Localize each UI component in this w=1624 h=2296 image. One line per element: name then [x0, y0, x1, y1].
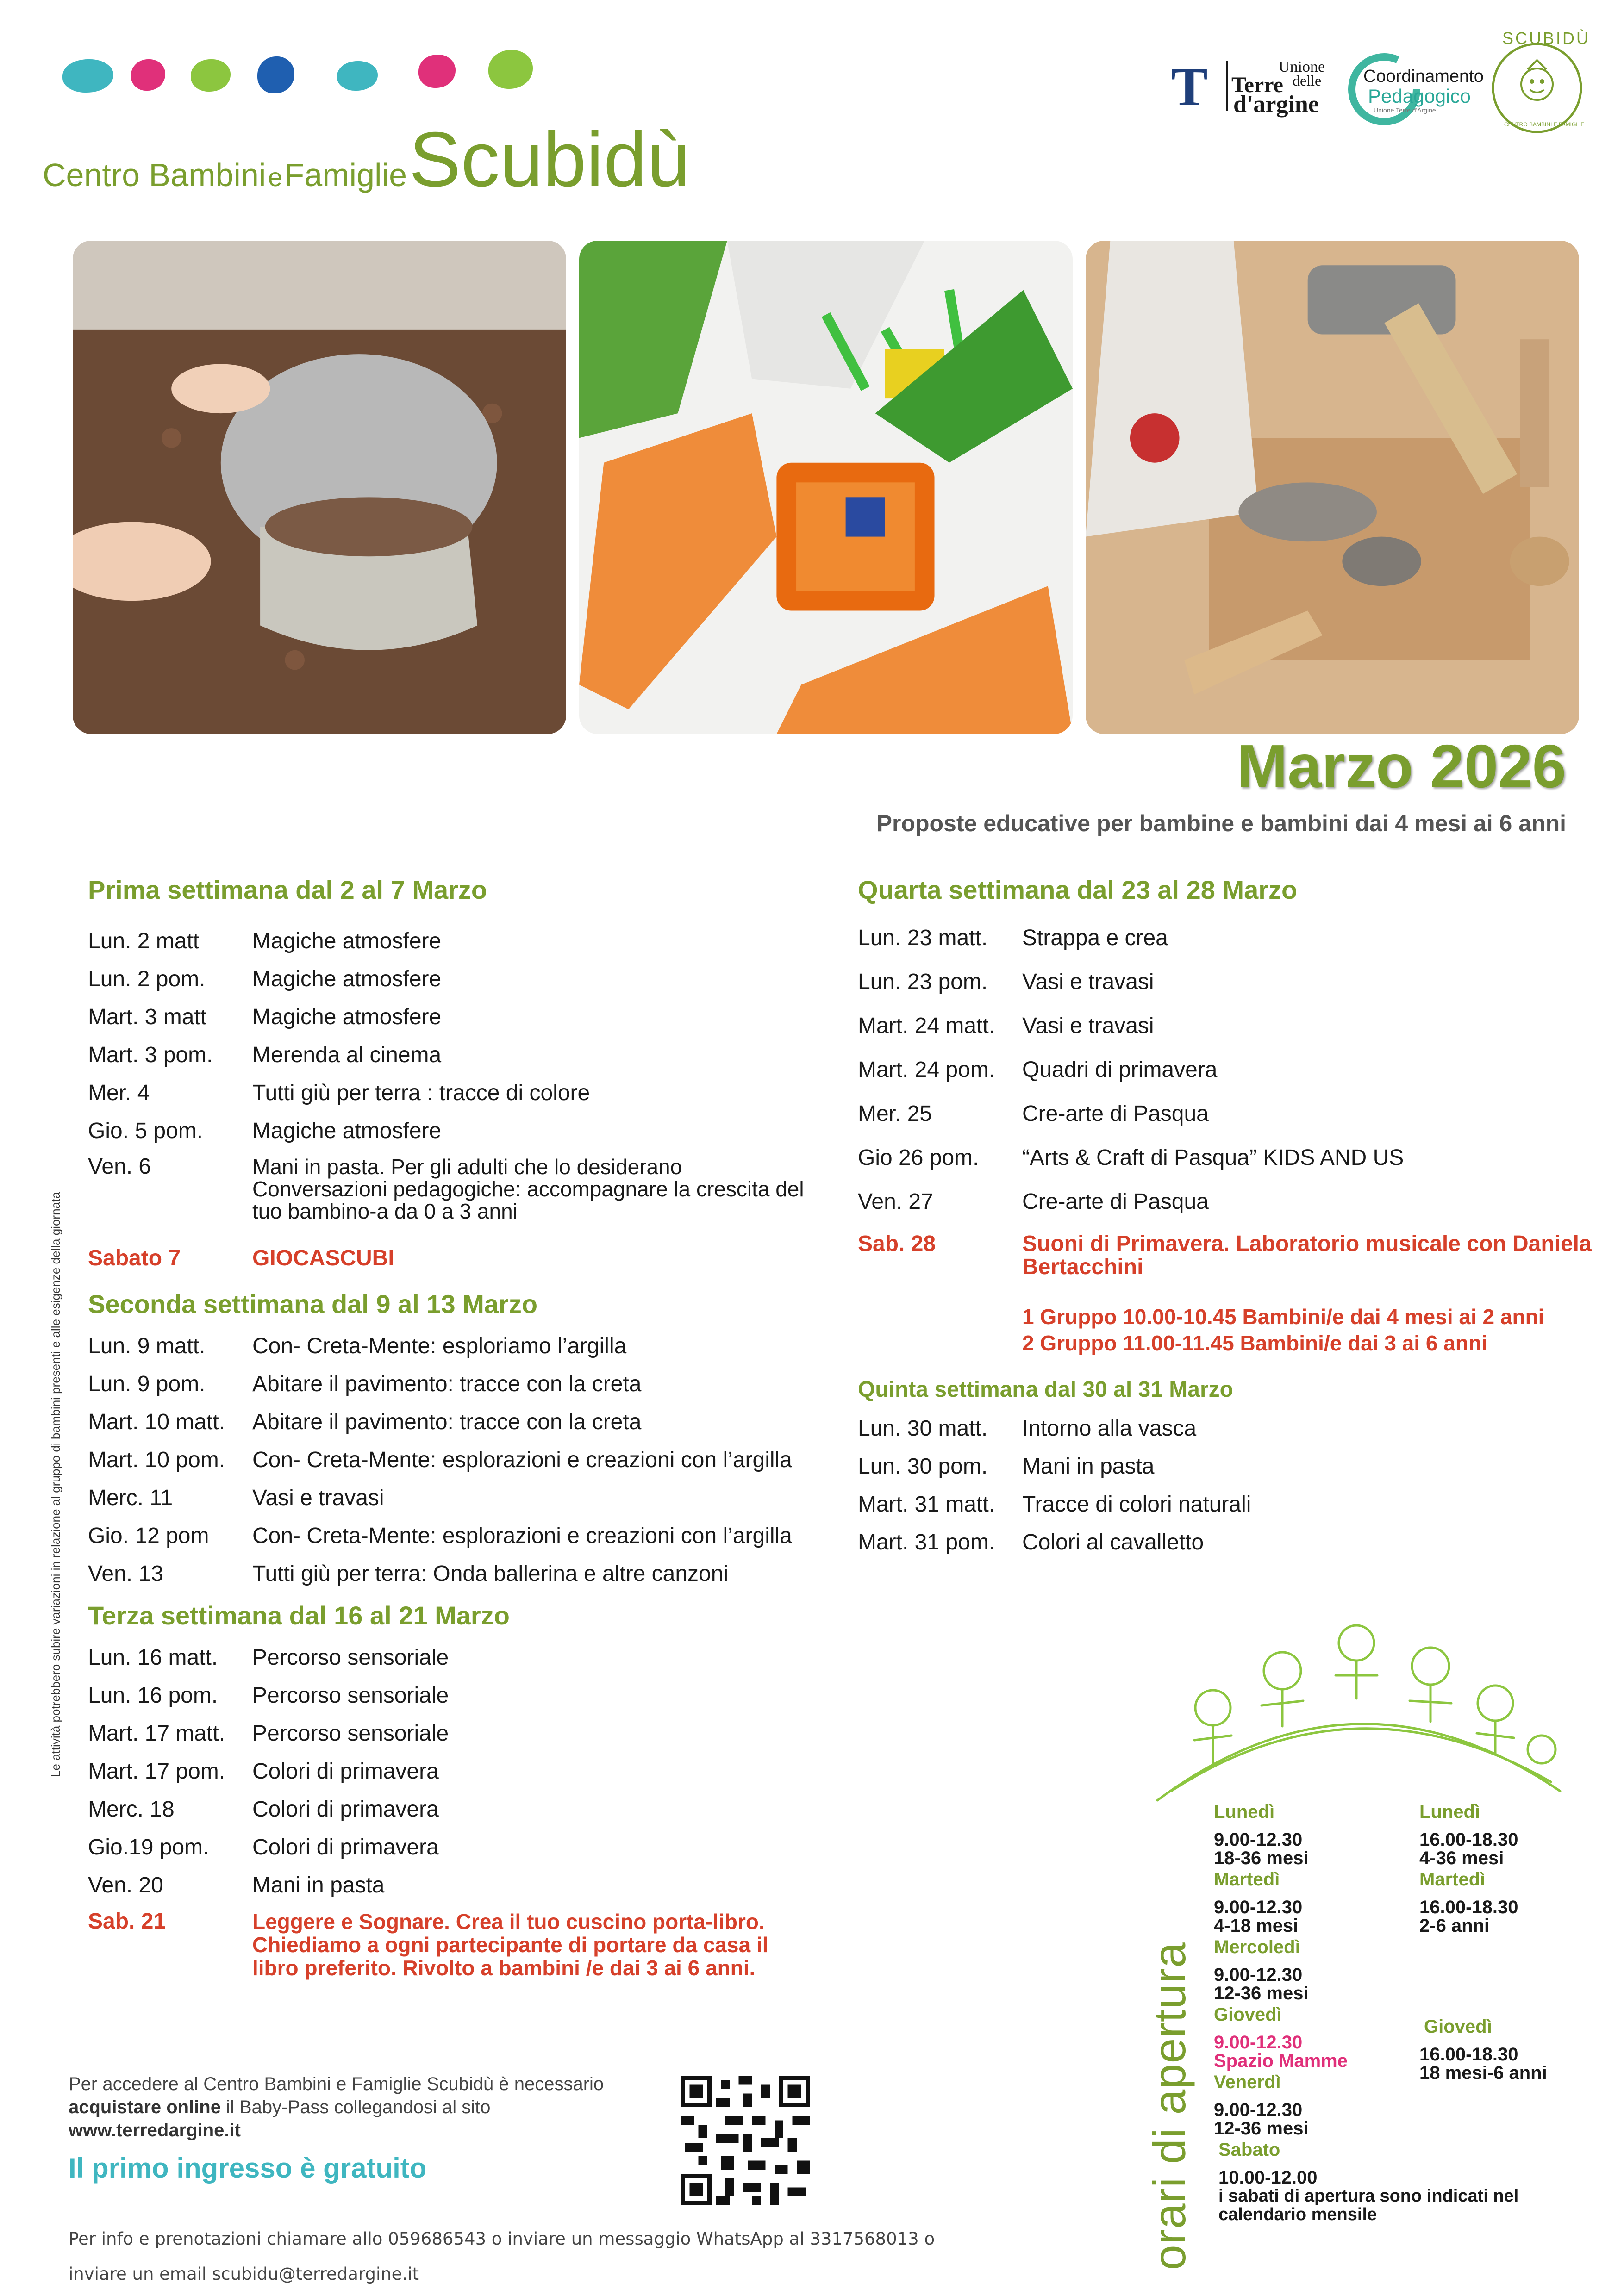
row-day: Lun. 30 pom. [858, 1454, 988, 1479]
hours-day: Martedì [1419, 1869, 1486, 1890]
row-day: Lun. 2 matt [88, 929, 200, 953]
row-activity: Magiche atmosfere [252, 1119, 442, 1143]
hours-age: 12-36 mesi [1214, 1983, 1309, 2004]
centre-title-part: Famiglie [284, 157, 407, 193]
row-activity: Magiche atmosfere [252, 929, 442, 953]
row-activity: GIOCASCUBI [252, 1246, 394, 1270]
row-activity: Tutti giù per terra : tracce di colore [252, 1081, 590, 1105]
row-activity: Vasi e travasi [1022, 970, 1154, 994]
terre-dargine-delle: delle [1293, 72, 1322, 89]
pedagogico-label: Pedagogico [1368, 85, 1471, 107]
table-row [88, 1371, 810, 1398]
qr-code-icon[interactable] [681, 2076, 810, 2205]
table-row [88, 1447, 810, 1474]
row-activity: Strappa e crea [1022, 926, 1168, 950]
row-activity: Percorso sensoriale [252, 1645, 449, 1670]
row-activity: Intorno alla vasca [1022, 1416, 1197, 1441]
row-day: Lun. 2 pom. [88, 967, 206, 991]
hours-age: 12-36 mesi [1214, 2118, 1309, 2139]
table-row [858, 1415, 1599, 1442]
hours-day: Sabato [1218, 2140, 1280, 2160]
table-row [88, 1523, 810, 1549]
table-row [858, 1101, 1599, 1127]
hours-age: 18 mesi-6 anni [1419, 2063, 1547, 2083]
hours-age: 4-18 mesi [1214, 1916, 1299, 1936]
row-day: Mart. 3 matt [88, 1005, 207, 1029]
row-day: Mer. 25 [858, 1101, 932, 1126]
table-row [858, 1013, 1599, 1039]
table-row [88, 928, 810, 955]
logo-divider [1226, 61, 1228, 111]
row-day: Mart. 31 pom. [858, 1530, 995, 1555]
hours-day: Lunedì [1419, 1802, 1480, 1822]
table-row [88, 1156, 810, 1222]
brand-name: Scubidù [409, 116, 690, 203]
week2-title: Seconda settimana dal 9 al 13 Marzo [88, 1289, 538, 1319]
row-day: Sab. 28 [858, 1232, 936, 1256]
hours-age: 2-6 anni [1419, 1916, 1490, 1936]
table-row [88, 1872, 810, 1899]
row-day: Ven. 6 [88, 1154, 151, 1179]
row-day: Lun. 9 matt. [88, 1334, 206, 1358]
row-day: Ven. 13 [88, 1562, 163, 1586]
row-day: Merc. 11 [88, 1486, 173, 1510]
table-row [88, 1004, 810, 1031]
table-row [88, 1485, 810, 1512]
table-row [858, 1188, 1599, 1215]
row-activity: Cre-arte di Pasqua [1022, 1189, 1209, 1214]
table-row [88, 1796, 810, 1823]
hours-time: 16.00-18.30 [1419, 2044, 1518, 2065]
row-activity: Mani in pasta [1022, 1454, 1155, 1479]
paint-dot [131, 59, 165, 91]
coordinamento-pedagogico-logo [1345, 50, 1484, 129]
hours-day: Lunedì [1214, 1802, 1275, 1822]
hours-vertical-label: orari di apertura [1144, 1942, 1195, 2270]
access-line2 [69, 2096, 684, 2119]
week3-title: Terza settimana dal 16 al 21 Marzo [88, 1601, 510, 1630]
hours-age: i sabati di apertura sono indicati nel calendario mensile [1218, 2186, 1519, 2224]
row-day: Mart. 10 pom. [88, 1448, 225, 1472]
row-activity: Con- Creta-Mente: esploriamo l’argilla [252, 1334, 627, 1358]
site-link[interactable]: www.terredargine.it [69, 2120, 241, 2140]
row-activity: Magiche atmosfere [252, 967, 442, 991]
photo-clay-work [1086, 241, 1579, 734]
table-row [88, 1333, 810, 1360]
row-activity: Colori di primavera [252, 1835, 439, 1860]
row-day: Mart. 31 matt. [858, 1492, 995, 1517]
row-activity: Mani in pasta [252, 1873, 385, 1898]
table-row [88, 966, 810, 993]
week5-title: Quinta settimana dal 30 al 31 Marzo [858, 1377, 1233, 1402]
row-activity: Percorso sensoriale [252, 1683, 449, 1708]
row-day: Ven. 27 [858, 1189, 933, 1214]
table-row [858, 969, 1599, 996]
paint-dot [191, 59, 231, 92]
row-day: Lun. 30 matt. [858, 1416, 988, 1441]
row-day: Mart. 17 pom. [88, 1759, 225, 1784]
table-row [858, 1145, 1599, 1171]
terre-dargine-terre: Terre [1231, 73, 1283, 97]
row-day: Gio. 5 pom. [88, 1119, 203, 1143]
table-row [858, 1453, 1599, 1480]
week4-title: Quarta settimana dal 23 al 28 Marzo [858, 875, 1298, 904]
row-activity: Abitare il pavimento: tracce con la creta [252, 1372, 642, 1396]
paint-dot [62, 59, 113, 93]
group-line: 1 Gruppo 10.00-10.45 Bambini/e dai 4 mesi ai 2 anni [1022, 1305, 1544, 1329]
scubidu-logo-top: SCUBIDÙ [1502, 29, 1591, 48]
free-entry: Il primo ingresso è gratuito [69, 2153, 427, 2184]
row-day: Mart. 10 matt. [88, 1410, 225, 1434]
table-row [88, 1561, 810, 1587]
row-day: Mart. 17 matt. [88, 1721, 225, 1746]
row-activity: Vasi e travasi [252, 1486, 384, 1510]
row-day: Lun. 23 pom. [858, 970, 988, 994]
row-day: Mart. 24 matt. [858, 1014, 995, 1038]
hours-time: 10.00-12.00 [1218, 2167, 1318, 2188]
table-row [858, 1057, 1599, 1083]
hours-age: Spazio Mamme [1214, 2051, 1348, 2071]
paint-dot [337, 61, 378, 91]
table-row [88, 1644, 810, 1671]
scubidu-logo-bottom: CENTRO BAMBINI E FAMIGLIE [1504, 121, 1585, 128]
row-activity: Abitare il pavimento: tracce con la creta [252, 1410, 642, 1434]
info-line1: Per info e prenotazioni chiamare allo 059686543 o inviare un messaggio WhatsApp al 3317568013 o [69, 2229, 935, 2249]
table-row [88, 1682, 810, 1709]
row-day: Gio.19 pom. [88, 1835, 209, 1860]
centre-title [43, 115, 690, 204]
row-activity: Leggere e Sognare. Crea il tuo cuscino porta-libro. Chiediamo a ogni partecipante di portare da casa il libro preferito. Rivolto a bambini /e dai 3 ai 6 anni. [252, 1910, 768, 1980]
hours-day: Mercoledì [1214, 1937, 1300, 1957]
coordinamento-sub: Unione Terre d'Argine [1374, 106, 1436, 114]
hours-day: Venerdì [1214, 2072, 1281, 2092]
terre-dargine-unione: Unione [1279, 58, 1325, 75]
hours-age: 18-36 mesi [1214, 1848, 1309, 1868]
coordinamento-label: Coordinamento [1363, 67, 1484, 86]
side-note: Le attività potrebbero subire variazioni in relazione al gruppo di bambini presenti e alle esigenze della giornata [49, 1192, 62, 1777]
row-day: Mart. 3 pom. [88, 1043, 213, 1067]
table-row [858, 1529, 1599, 1556]
row-activity: Colori al cavalletto [1022, 1530, 1204, 1555]
row-day: Gio 26 pom. [858, 1145, 979, 1170]
week1-title: Prima settimana dal 2 al 7 Marzo [88, 875, 487, 904]
row-day: Gio. 12 pom [88, 1524, 209, 1548]
row-activity: “Arts & Craft di Pasqua” KIDS AND US [1022, 1145, 1404, 1170]
terre-dargine-logo [1171, 56, 1329, 116]
paint-dot [418, 55, 456, 88]
terre-dargine-mark: T [1171, 56, 1208, 117]
row-activity: Vasi e travasi [1022, 1014, 1154, 1038]
table-row [88, 1118, 810, 1145]
table-row [88, 1720, 810, 1747]
row-activity: Colori di primavera [252, 1759, 439, 1784]
row-activity: Suoni di Primavera. Laboratorio musicale con Daniela Bertacchini [1022, 1232, 1592, 1279]
row-day: Lun. 23 matt. [858, 926, 988, 950]
row-day: Sabato 7 [88, 1246, 181, 1270]
month-title: Marzo 2026 [1237, 732, 1566, 800]
row-day: Mer. 4 [88, 1081, 150, 1105]
row-day: Lun. 9 pom. [88, 1372, 206, 1396]
hours-time: 9.00-12.30 [1214, 1829, 1303, 1850]
row-activity: Percorso sensoriale [252, 1721, 449, 1746]
row-activity: Con- Creta-Mente: esplorazioni e creazioni con l’argilla [252, 1524, 792, 1548]
access-info [69, 2072, 684, 2142]
table-row [858, 925, 1599, 952]
row-day: Merc. 18 [88, 1797, 175, 1822]
row-activity: Tracce di colori naturali [1022, 1492, 1251, 1517]
row-activity: Merenda al cinema [252, 1043, 442, 1067]
row-day: Lun. 16 matt. [88, 1645, 218, 1670]
scubidu-badge-icon [1488, 42, 1586, 134]
table-row [858, 1491, 1599, 1518]
table-row [88, 1758, 810, 1785]
children-drawing-icon [1143, 1615, 1574, 1810]
hours-time: 16.00-18.30 [1419, 1897, 1518, 1917]
hours-age: 4-36 mesi [1419, 1848, 1504, 1868]
paint-dot [257, 56, 294, 93]
row-day: Lun. 16 pom. [88, 1683, 218, 1708]
photo-painting-cars [579, 241, 1073, 734]
row-activity: Quadri di primavera [1022, 1058, 1218, 1082]
access-line1: Per accedere al Centro Bambini e Famiglie Scubidù è necessario [69, 2074, 604, 2094]
table-row [88, 1834, 810, 1861]
row-activity: Cre-arte di Pasqua [1022, 1101, 1209, 1126]
hours-time: 9.00-12.30 [1214, 2032, 1303, 2053]
terre-dargine-dargine: d'argine [1233, 91, 1319, 118]
row-activity: Tutti giù per terra: Onda ballerina e altre canzoni [252, 1562, 729, 1586]
hours-day: Giovedì [1424, 2016, 1492, 2037]
hours-time: 9.00-12.30 [1214, 1897, 1303, 1917]
hours-time: 16.00-18.30 [1419, 1829, 1518, 1850]
hours-time: 9.00-12.30 [1214, 2100, 1303, 2120]
photo-seeds-play [73, 241, 566, 734]
centre-title-e: e [268, 162, 283, 192]
group-line: 2 Gruppo 11.00-11.45 Bambini/e dai 3 ai 6 anni [1022, 1331, 1487, 1355]
table-row [88, 1080, 810, 1107]
centre-title-part: Centro Bambini [43, 157, 266, 193]
info-contacts [69, 2221, 1087, 2292]
row-day: Mart. 24 pom. [858, 1058, 995, 1082]
hours-time: 9.00-12.30 [1214, 1965, 1303, 1985]
hours-day: Giovedì [1214, 2004, 1282, 2025]
scubidu-logo [1488, 29, 1591, 135]
row-day: Sab. 21 [88, 1909, 166, 1934]
table-row [88, 1042, 810, 1069]
row-activity: Colori di primavera [252, 1797, 439, 1822]
row-activity: Con- Creta-Mente: esplorazioni e creazioni con l’argilla [252, 1448, 792, 1472]
hours-afternoon [1419, 1803, 1605, 2082]
table-row [858, 1232, 1599, 1279]
table-row [88, 1245, 810, 1272]
hours-day: Martedì [1214, 1869, 1280, 1890]
row-activity: Mani in pasta. Per gli adulti che lo desiderano Conversazioni pedagogiche: accompagnare la crescita del tuo bambino-a da 0 a 3 anni [252, 1155, 804, 1223]
access-bold: acquistare online [69, 2097, 221, 2117]
row-day: Ven. 20 [88, 1873, 163, 1898]
table-row [88, 1910, 810, 1979]
row-activity: Magiche atmosfere [252, 1005, 442, 1029]
table-row [88, 1409, 810, 1436]
info-line2: inviare un email scubidu@terredargine.it [69, 2264, 419, 2284]
subtitle: Proposte educative per bambine e bambini dai 4 mesi ai 6 anni [876, 810, 1566, 836]
access-rest: il Baby-Pass collegandosi al sito [226, 2097, 491, 2117]
paint-dot [488, 50, 533, 89]
